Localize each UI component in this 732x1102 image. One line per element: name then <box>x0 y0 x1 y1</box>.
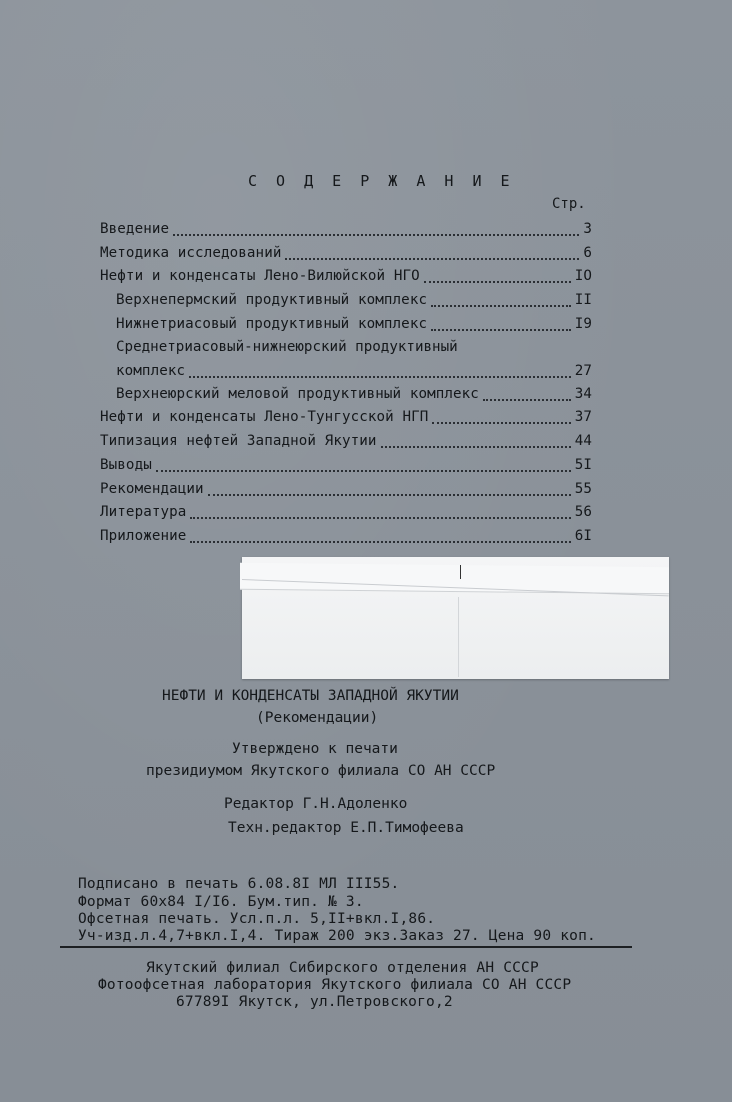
toc-row <box>100 528 592 544</box>
toc-leader-dots <box>190 541 570 543</box>
toc-row <box>100 504 592 520</box>
toc-row-page: 3 <box>583 221 592 237</box>
toc-row <box>100 433 592 449</box>
imprint-line-1: Подписано в печать 6.08.8I МЛ III55. <box>78 876 400 892</box>
toc-row-page: IO <box>574 268 592 284</box>
toc-leader-dots <box>483 399 571 401</box>
toc-leader-dots <box>431 329 571 331</box>
toc-row <box>100 221 592 237</box>
publisher-line-1: Якутский филиал Сибирского отделения АН СССР <box>146 960 539 976</box>
toc-leader-dots <box>431 305 571 307</box>
toc-row-page: 5I <box>574 457 592 473</box>
imprint-line-2: Формат 60х84 I/I6. Бум.тип. № 3. <box>78 894 364 910</box>
toc-row-page: 56 <box>574 504 592 520</box>
toc-row <box>100 268 592 284</box>
toc-leader-dots <box>189 376 571 378</box>
imprint-line-4: Уч-изд.л.4,7+вкл.I,4. Тираж 200 экз.Заказ 27. Цена 90 коп. <box>78 928 596 944</box>
toc-leader-dots <box>190 517 570 519</box>
toc-row <box>116 316 592 332</box>
toc-row <box>100 457 592 473</box>
toc-row-page: 6I <box>574 528 592 544</box>
toc-row-label: Среднетриасовый-нижнеюрский продуктивный <box>116 339 458 355</box>
toc-row-page: 37 <box>574 409 592 425</box>
toc-row-label: Типизация нефтей Западной Якутии <box>100 433 377 449</box>
toc-row <box>100 409 592 425</box>
toc-row-label: комплекс <box>116 363 186 379</box>
toc-row-page: 55 <box>574 481 592 497</box>
toc-row-label: Приложение <box>100 528 187 544</box>
paper-crease <box>458 597 459 677</box>
imprint-line-3: Офсетная печать. Усл.п.л. 5,II+вкл.I,86. <box>78 911 436 927</box>
toc-row-page: 44 <box>574 433 592 449</box>
toc-leader-dots <box>285 258 579 260</box>
toc-row <box>116 292 592 308</box>
toc-row-label: Введение <box>100 221 170 237</box>
toc-row-label: Нефти и конденсаты Лено-Тунгусской НГП <box>100 409 429 425</box>
publisher-line-3: 67789I Якутск, ул.Петровского,2 <box>176 994 453 1010</box>
toc-row-label: Нижнетриасовый продуктивный комплекс <box>116 316 428 332</box>
toc-row-label: Верхнепермский продуктивный комплекс <box>116 292 428 308</box>
toc-row-page: 6 <box>583 245 592 261</box>
toc-leader-dots <box>208 494 571 496</box>
approved-line-2: президиумом Якутского филиала СО АН СССР <box>146 763 496 779</box>
toc-leader-dots <box>156 470 571 472</box>
book-title: НЕФТИ И КОНДЕНСАТЫ ЗАПАДНОЙ ЯКУТИИ <box>162 688 459 704</box>
toc-leader-dots <box>173 234 579 236</box>
toc-row-label: Нефти и конденсаты Лено-Вилюйской НГО <box>100 268 420 284</box>
toc-row <box>116 363 592 379</box>
publisher-line-2: Фотоофсетная лаборатория Якутского филиала СО АН СССР <box>98 977 572 993</box>
toc-row-label: Выводы <box>100 457 152 473</box>
toc-row-page: 34 <box>574 386 592 402</box>
toc-row-page: 27 <box>574 363 592 379</box>
toc-row-label: Методика исследований <box>100 245 282 261</box>
toc-row-page: I9 <box>574 316 592 332</box>
paper-tick-mark <box>460 565 461 579</box>
toc-row-label: Рекомендации <box>100 481 204 497</box>
toc-leader-dots <box>432 422 570 424</box>
toc-page-header: Стр. <box>552 196 586 212</box>
pasted-paper-strip <box>242 557 669 679</box>
horizontal-rule <box>60 946 632 948</box>
toc-row-label: Верхнеюрский меловой продуктивный комплекс <box>116 386 479 402</box>
toc-row <box>100 481 592 497</box>
toc-leader-dots <box>381 446 571 448</box>
toc-row <box>100 245 592 261</box>
toc-row-label: Литература <box>100 504 187 520</box>
approved-line-1: Утверждено к печати <box>232 741 398 757</box>
toc-leader-dots <box>424 281 571 283</box>
toc-row <box>116 386 592 402</box>
toc-row-page: II <box>574 292 592 308</box>
toc-title: С О Д Е Р Ж А Н И Е <box>248 172 515 190</box>
editor: Редактор Г.Н.Адоленко <box>224 796 408 812</box>
tech-editor: Техн.редактор Е.П.Тимофеева <box>228 820 464 836</box>
book-subtitle: (Рекомендации) <box>256 710 379 726</box>
